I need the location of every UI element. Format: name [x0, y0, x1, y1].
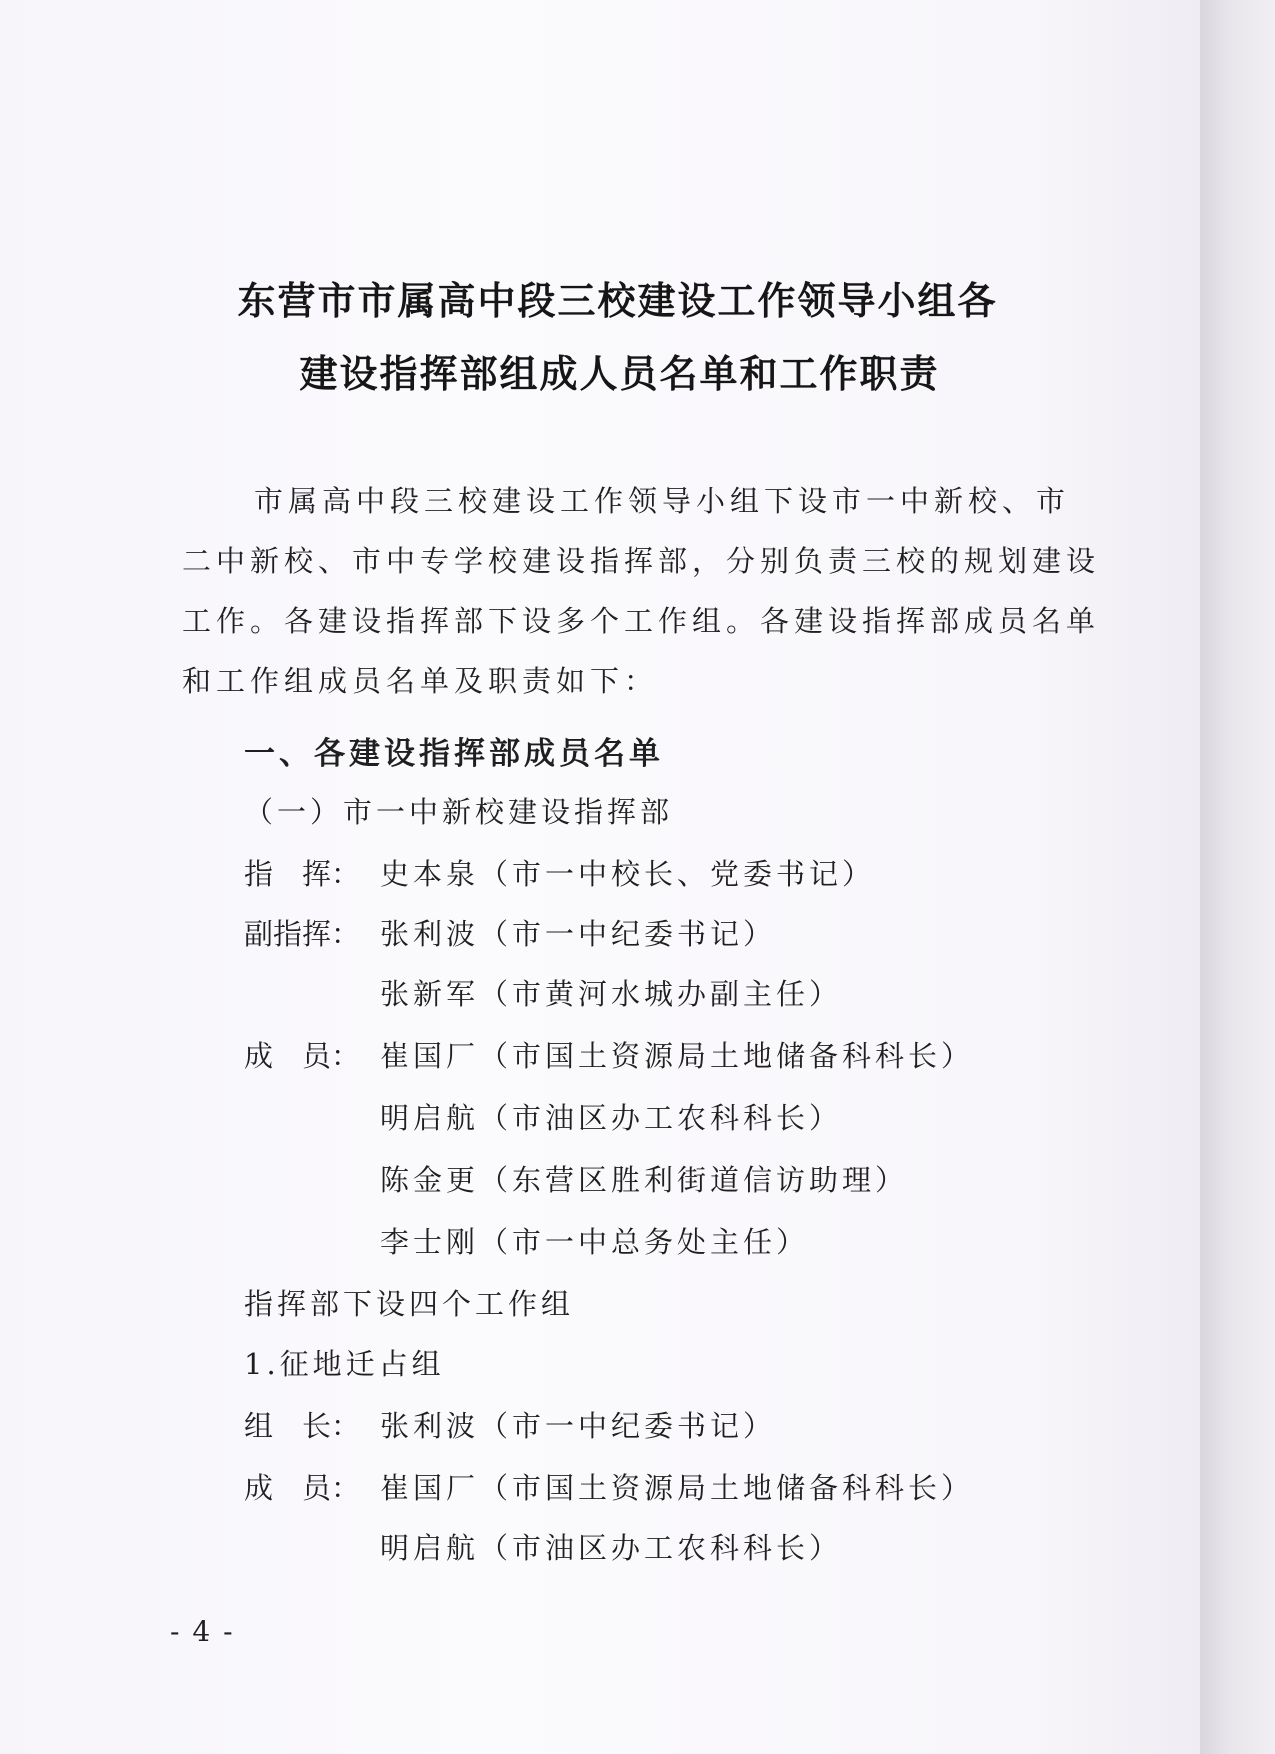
member-name: 崔国厂（市国土资源局土地储备科科长） [380, 1039, 975, 1073]
page-number: - 4 - [170, 1615, 235, 1648]
scan-edge [1200, 0, 1275, 1754]
commander-label: 指 挥： [244, 857, 361, 891]
deputy-name: 张利波（市一中纪委书记） [380, 917, 777, 951]
member-name: 明启航（市油区办工农科科长） [380, 1101, 843, 1135]
document-title-line1: 东营市市属高中段三校建设工作领导小组各 [237, 278, 998, 323]
members-label: 成 员： [244, 1039, 361, 1073]
intro-paragraph: 市属高中段三校建设工作领导小组下设市一中新校、市二中新校、市中专学校建设指挥部，分别负责三校的规划建设工作。各建设指挥部下设多个工作组。各建设指挥部成员名单和工作组成员名单及职责如下： [182, 484, 1101, 698]
deputy-name: 张新军（市黄河水城办副主任） [380, 977, 843, 1011]
workgroups-intro: 指挥部下设四个工作组 [244, 1287, 575, 1321]
member-name: 李士刚（市一中总务处主任） [380, 1225, 810, 1259]
group-members-label: 成 员： [244, 1471, 361, 1505]
group-member-name: 明启航（市油区办工农科科长） [380, 1531, 843, 1565]
member-name: 陈金更（东营区胜利街道信访助理） [380, 1163, 909, 1197]
section-heading: 一、各建设指挥部成员名单 [244, 736, 664, 772]
workgroup-title: 1.征地迁占组 [244, 1347, 445, 1381]
group-leader-label: 组 长： [244, 1409, 361, 1443]
deputy-label: 副指挥： [244, 917, 361, 951]
group-member-name: 崔国厂（市国土资源局土地储备科科长） [380, 1471, 975, 1505]
document-title-line2: 建设指挥部组成人员名单和工作职责 [299, 351, 940, 396]
subsection-heading: （一）市一中新校建设指挥部 [244, 795, 674, 829]
commander-name: 史本泉（市一中校长、党委书记） [380, 857, 876, 891]
group-leader-name: 张利波（市一中纪委书记） [380, 1409, 777, 1443]
